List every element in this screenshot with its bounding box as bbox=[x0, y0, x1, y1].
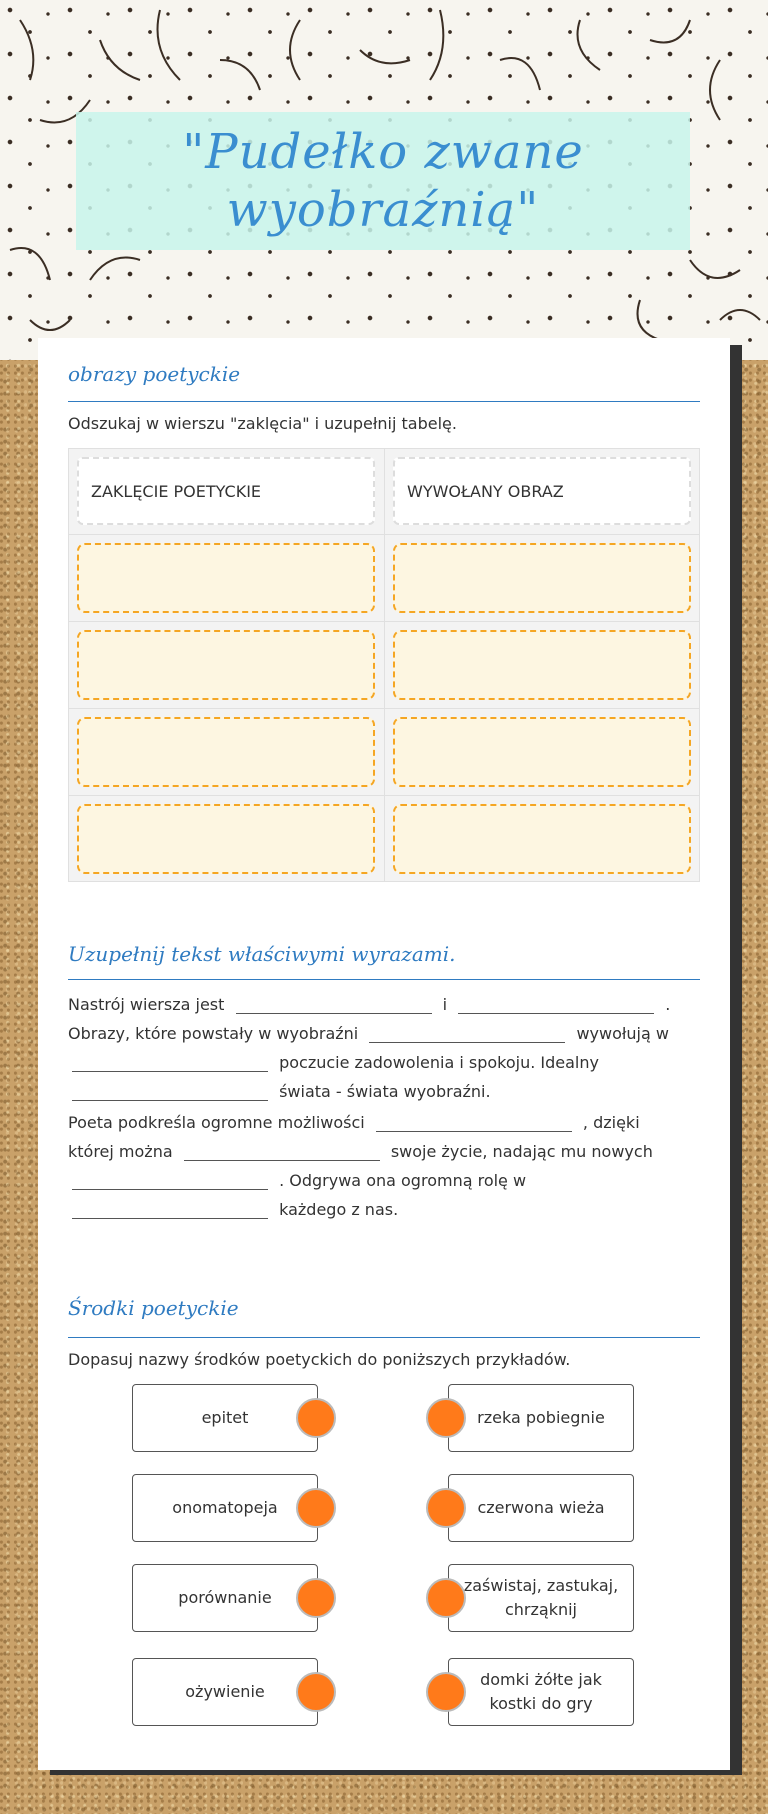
table-row-divider bbox=[69, 708, 699, 709]
connector-dot[interactable] bbox=[426, 1672, 466, 1712]
blank-input[interactable] bbox=[458, 995, 654, 1014]
blank-input[interactable] bbox=[369, 1024, 565, 1043]
table-row-divider bbox=[69, 621, 699, 622]
drop-zone[interactable] bbox=[77, 717, 375, 787]
blank-input[interactable] bbox=[184, 1142, 380, 1161]
section-divider bbox=[68, 979, 700, 980]
match-term[interactable]: epitet bbox=[132, 1384, 318, 1452]
section-title-obrazy: obrazy poetyckie bbox=[68, 362, 241, 386]
fill-paragraph-2: Poeta podkreśla ogromne możliwości , dzięki której można swoje życie, nadając mu nowych . Odgrywa ona ogromną rolę w każdego z nas. bbox=[68, 1113, 653, 1219]
drop-zone[interactable] bbox=[393, 804, 691, 874]
drop-zone[interactable] bbox=[77, 804, 375, 874]
title-line-1: "Pudełko zwane bbox=[182, 124, 584, 180]
match-example[interactable]: zaświstaj, zastukaj, chrząknij bbox=[448, 1564, 634, 1632]
section-title-uzupelnij: Uzupełnij tekst właściwymi wyrazami. bbox=[68, 942, 456, 966]
connector-dot[interactable] bbox=[426, 1578, 466, 1618]
blank-input[interactable] bbox=[72, 1082, 268, 1101]
connector-dot[interactable] bbox=[296, 1578, 336, 1618]
match-example[interactable]: domki żółte jak kostki do gry bbox=[448, 1658, 634, 1726]
drop-zone[interactable] bbox=[393, 630, 691, 700]
table-header-obraz: WYWOŁANY OBRAZ bbox=[393, 457, 691, 525]
drop-zone[interactable] bbox=[393, 717, 691, 787]
drop-zone[interactable] bbox=[77, 543, 375, 613]
connector-dot[interactable] bbox=[426, 1488, 466, 1528]
match-term[interactable]: ożywienie bbox=[132, 1658, 318, 1726]
match-example[interactable]: czerwona wieża bbox=[448, 1474, 634, 1542]
section-divider bbox=[68, 401, 700, 402]
drop-zone[interactable] bbox=[393, 543, 691, 613]
blank-input[interactable] bbox=[376, 1113, 572, 1132]
connector-dot[interactable] bbox=[296, 1672, 336, 1712]
table-row-divider bbox=[69, 795, 699, 796]
worksheet-card bbox=[38, 338, 730, 1770]
poetic-images-table bbox=[68, 448, 700, 882]
section-title-srodki: Środki poetyckie bbox=[68, 1296, 239, 1320]
section-instruction: Odszukaj w wierszu "zaklęcia" i uzupełnij tabelę. bbox=[68, 414, 457, 433]
match-example[interactable]: rzeka pobiegnie bbox=[448, 1384, 634, 1452]
match-term[interactable]: porównanie bbox=[132, 1564, 318, 1632]
connector-dot[interactable] bbox=[296, 1488, 336, 1528]
title-line-2: wyobraźnią" bbox=[226, 182, 540, 238]
blank-input[interactable] bbox=[72, 1053, 268, 1072]
section-divider bbox=[68, 1337, 700, 1338]
connector-dot[interactable] bbox=[426, 1398, 466, 1438]
drop-zone[interactable] bbox=[77, 630, 375, 700]
match-term[interactable]: onomatopeja bbox=[132, 1474, 318, 1542]
table-header-zaklecie: ZAKLĘCIE POETYCKIE bbox=[77, 457, 375, 525]
fill-paragraph-1: Nastrój wiersza jest i . Obrazy, które powstały w wyobraźni wywołują w poczucie zadowolenia i spokoju. Idealny świata - świata wyobraźni. bbox=[68, 995, 671, 1101]
connector-dot[interactable] bbox=[296, 1398, 336, 1438]
section-instruction: Dopasuj nazwy środków poetyckich do poniższych przykładów. bbox=[68, 1350, 571, 1369]
blank-input[interactable] bbox=[72, 1171, 268, 1190]
table-row-divider bbox=[69, 534, 699, 535]
page-title bbox=[76, 112, 690, 250]
blank-input[interactable] bbox=[72, 1200, 268, 1219]
blank-input[interactable] bbox=[236, 995, 432, 1014]
table-column-divider bbox=[384, 449, 385, 881]
